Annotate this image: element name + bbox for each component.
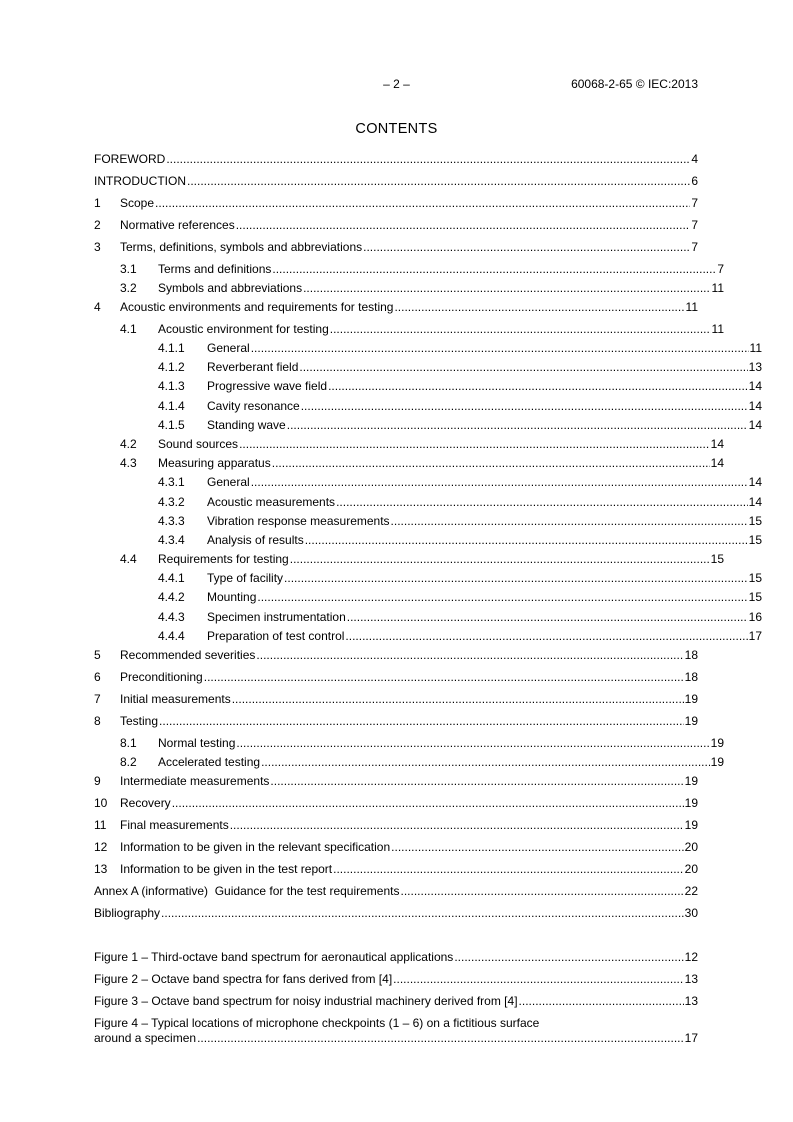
dot-leader (230, 818, 684, 833)
dot-leader (454, 950, 683, 965)
dot-leader (301, 399, 748, 414)
toc-number: 8 (94, 714, 101, 728)
toc-label: INTRODUCTION (94, 174, 186, 188)
toc-number: 4.3.3 (158, 514, 185, 528)
figure-page: 17 (684, 1031, 698, 1045)
dot-leader (391, 840, 683, 855)
toc-entry-6[interactable] (94, 670, 698, 685)
toc-page: 15 (748, 533, 762, 547)
dot-leader (328, 379, 748, 394)
toc-label: Cavity resonance (207, 399, 300, 413)
dot-leader (391, 514, 748, 529)
toc-entry-11[interactable] (94, 818, 698, 833)
toc-label: Standing wave (207, 418, 286, 432)
figure-page: 13 (684, 994, 698, 1008)
toc-entry-4-3-2[interactable] (94, 495, 762, 510)
toc-entry-4-1-3[interactable] (94, 379, 762, 394)
toc-entry-introduction[interactable] (94, 174, 698, 189)
toc-number: 4.1.5 (158, 418, 185, 432)
figure-entry-1[interactable] (94, 950, 698, 965)
toc-page: 14 (748, 399, 762, 413)
toc-label: Measuring apparatus (158, 456, 271, 470)
toc-entry-4-1[interactable] (94, 322, 724, 337)
toc-page: 7 (691, 218, 698, 232)
toc-page: 15 (748, 571, 762, 585)
toc-number: 4.1.1 (158, 341, 185, 355)
toc-entry-4-4-1[interactable] (94, 571, 762, 586)
toc-page: 6 (691, 174, 698, 188)
toc-number: 10 (94, 796, 108, 810)
figure-label: Figure 2 – Octave band spectra for fans derived from [4] (94, 972, 393, 986)
figure-label-line2: around a specimen (94, 1031, 197, 1045)
toc-entry-10[interactable] (94, 796, 698, 811)
toc-label: Preparation of test control (207, 629, 345, 643)
toc-page: 19 (684, 692, 698, 706)
toc-entry-4-1-1[interactable] (94, 341, 762, 356)
dot-leader (256, 648, 683, 663)
toc-number: 4.1.2 (158, 360, 185, 374)
toc-entry-9[interactable] (94, 774, 698, 789)
toc-number: 8.1 (120, 736, 137, 750)
dot-leader (257, 590, 747, 605)
toc-number: 1 (94, 196, 101, 210)
toc-page: 19 (710, 755, 724, 769)
toc-number: 4.3.4 (158, 533, 185, 547)
dot-leader (330, 322, 711, 337)
page-title: CONTENTS (355, 121, 438, 137)
toc-number: 12 (94, 840, 108, 854)
toc-label: Mounting (207, 590, 257, 604)
toc-page: 15 (748, 514, 762, 528)
toc-number: 6 (94, 670, 101, 684)
toc-number: 11 (94, 818, 107, 832)
toc-page: 7 (691, 196, 698, 210)
toc-entry-4-3-4[interactable] (94, 533, 762, 548)
figure-label: Figure 1 – Third-octave band spectrum for aeronautical applications (94, 950, 454, 964)
page-number: – 2 – (383, 77, 410, 91)
toc-number: 9 (94, 774, 101, 788)
toc-page: 14 (748, 418, 762, 432)
toc-entry-13[interactable] (94, 862, 698, 877)
toc-entry-bibliography[interactable] (94, 906, 698, 921)
toc-page: 14 (748, 379, 762, 393)
toc-label: FOREWORD (94, 152, 166, 166)
toc-page: 14 (710, 456, 724, 470)
toc-entry-4-2[interactable] (94, 437, 724, 452)
dot-leader (272, 456, 710, 471)
figure-page: 12 (684, 950, 698, 964)
toc-number: 4.2 (120, 437, 137, 451)
toc-entry-3-1[interactable] (94, 262, 724, 277)
toc-label: Reverberant field (207, 360, 299, 374)
toc-page: 18 (684, 670, 698, 684)
dot-leader (155, 196, 690, 211)
toc-page: 19 (710, 736, 724, 750)
toc-label: Progressive wave field (207, 379, 328, 393)
toc-page: 19 (684, 818, 698, 832)
toc-label: Information to be given in the test report (120, 862, 333, 876)
toc-number: 4.4.1 (158, 571, 185, 585)
toc-number: 4.1 (120, 322, 137, 336)
toc-entry-3[interactable] (94, 240, 698, 255)
dot-leader (336, 495, 748, 510)
toc-label: General (207, 341, 250, 355)
toc-entry-4-3-3[interactable] (94, 514, 762, 529)
toc-entry-4-3-1[interactable] (94, 475, 762, 490)
toc-number: 4.4 (120, 552, 137, 566)
figure-page: 13 (684, 972, 698, 986)
toc-entry-7[interactable] (94, 692, 698, 707)
toc-page: 17 (748, 629, 762, 643)
toc-entry-5[interactable] (94, 648, 698, 663)
toc-page: 14 (710, 437, 724, 451)
figure-label-line1: Figure 4 – Typical locations of microphone checkpoints (1 – 6) on a fictitious surface (94, 1016, 540, 1030)
toc-number: 4.3 (120, 456, 137, 470)
toc-entry-8[interactable] (94, 714, 698, 729)
dot-leader (299, 360, 747, 375)
toc-entry-foreword[interactable] (94, 152, 698, 167)
toc-number: 3.1 (120, 262, 137, 276)
toc-label: Final measurements (120, 818, 229, 832)
dot-leader (519, 994, 684, 1009)
toc-number: 4.4.3 (158, 610, 185, 624)
toc-label: Terms and definitions (158, 262, 272, 276)
toc-number: 4.4.2 (158, 590, 185, 604)
toc-label: Requirements for testing (158, 552, 289, 566)
toc-entry-annex-a[interactable] (94, 884, 698, 899)
toc-entry-4-4-4[interactable] (94, 629, 762, 644)
toc-label: Intermediate measurements (120, 774, 270, 788)
dot-leader (347, 610, 748, 625)
toc-label: Analysis of results (207, 533, 304, 547)
dot-leader (270, 774, 683, 789)
toc-page: 15 (710, 552, 724, 566)
toc-label: Normal testing (158, 736, 236, 750)
figure-entry-3[interactable] (94, 994, 698, 1009)
toc-page: 11 (711, 281, 724, 295)
dot-leader (232, 692, 684, 707)
toc-number: 4.4.4 (158, 629, 185, 643)
toc-number: 4.3.1 (158, 475, 185, 489)
toc-label: Vibration response measurements (207, 514, 390, 528)
dot-leader (239, 437, 710, 452)
toc-entry-4-1-4[interactable] (94, 399, 762, 414)
dot-leader (284, 571, 748, 586)
toc-page: 14 (748, 475, 762, 489)
toc-label: Recommended severities (120, 648, 256, 662)
toc-label: Accelerated testing (158, 755, 261, 769)
toc-number: 3.2 (120, 281, 137, 295)
toc-page: 13 (748, 360, 762, 374)
toc-entry-3-2[interactable] (94, 281, 724, 296)
dot-leader (251, 475, 748, 490)
toc-page: 14 (748, 495, 762, 509)
toc-number: 4.3.2 (158, 495, 185, 509)
toc-page: 19 (684, 774, 698, 788)
dot-leader (394, 300, 684, 315)
figure-label: Figure 3 – Octave band spectrum for noisy industrial machinery derived from [4] (94, 994, 518, 1008)
figure-entry-4[interactable] (94, 1016, 698, 1046)
dot-leader (172, 796, 684, 811)
dot-leader (236, 218, 691, 233)
document-id: 60068-2-65 © IEC:2013 (571, 77, 698, 91)
toc-entry-8-1[interactable] (94, 736, 724, 751)
dot-leader (187, 174, 690, 189)
toc-number: 4.1.4 (158, 399, 185, 413)
toc-label: Testing (120, 714, 159, 728)
toc-entry-4-1-2[interactable] (94, 360, 762, 375)
toc-label: Normative references (120, 218, 235, 232)
toc-number: 3 (94, 240, 101, 254)
toc-number: 8.2 (120, 755, 137, 769)
toc-page: 15 (748, 590, 762, 604)
toc-entry-4-4[interactable] (94, 552, 724, 567)
toc-page: 20 (684, 840, 698, 854)
toc-label: Recovery (120, 796, 171, 810)
toc-entry-2[interactable] (94, 218, 698, 233)
dot-leader (204, 670, 684, 685)
toc-label: Specimen instrumentation (207, 610, 346, 624)
toc-label: Acoustic measurements (207, 495, 336, 509)
dot-leader (251, 341, 749, 356)
toc-page: 4 (691, 152, 698, 166)
dot-leader (166, 152, 690, 167)
dot-leader (236, 736, 709, 751)
toc-page: 7 (717, 262, 724, 276)
toc-number: 2 (94, 218, 101, 232)
toc-entry-4-1-5[interactable] (94, 418, 762, 433)
toc-page: 11 (685, 300, 698, 314)
dot-leader (333, 862, 684, 877)
toc-label: Sound sources (158, 437, 239, 451)
toc-entry-12[interactable] (94, 840, 698, 855)
toc-page: 30 (684, 906, 698, 920)
toc-page: 20 (684, 862, 698, 876)
dot-leader (287, 418, 748, 433)
dot-leader (261, 755, 710, 770)
dot-leader (363, 240, 690, 255)
toc-entry-8-2[interactable] (94, 755, 724, 770)
toc-label: General (207, 475, 250, 489)
dot-leader (393, 972, 683, 987)
toc-page: 11 (711, 322, 724, 336)
toc-entry-4-3[interactable] (94, 456, 724, 471)
toc-number: 4 (94, 300, 101, 314)
toc-label: Type of facility (207, 571, 284, 585)
dot-leader (400, 884, 683, 899)
toc-number: 5 (94, 648, 101, 662)
toc-label: Annex A (informative) Guidance for the test requirements (94, 884, 400, 898)
toc-entry-4[interactable] (94, 300, 698, 315)
toc-number: 4.1.3 (158, 379, 185, 393)
dot-leader (345, 629, 747, 644)
toc-label: Preconditioning (120, 670, 203, 684)
toc-page: 11 (749, 341, 762, 355)
dot-leader (290, 552, 710, 567)
toc-number: 7 (94, 692, 101, 706)
dot-leader (159, 714, 684, 729)
toc-page: 7 (691, 240, 698, 254)
toc-label: Acoustic environment for testing (158, 322, 329, 336)
toc-page: 16 (748, 610, 762, 624)
dot-leader (305, 533, 748, 548)
toc-label: Initial measurements (120, 692, 231, 706)
toc-label: Terms, definitions, symbols and abbreviations (120, 240, 363, 254)
toc-entry-1[interactable] (94, 196, 698, 211)
toc-entry-4-4-2[interactable] (94, 590, 762, 605)
toc-number: 13 (94, 862, 108, 876)
toc-label: Acoustic environments and requirements for testing (120, 300, 394, 314)
dot-leader (303, 281, 710, 296)
toc-page: 22 (684, 884, 698, 898)
toc-page: 18 (684, 648, 698, 662)
figure-entry-2[interactable] (94, 972, 698, 987)
toc-label: Bibliography (94, 906, 161, 920)
toc-entry-4-4-3[interactable] (94, 610, 762, 625)
toc-label: Symbols and abbreviations (158, 281, 303, 295)
toc-label: Scope (120, 196, 155, 210)
dot-leader (197, 1031, 684, 1046)
toc-page: 19 (684, 714, 698, 728)
dot-leader (272, 262, 716, 277)
toc-page: 19 (684, 796, 698, 810)
toc-label: Information to be given in the relevant specification (120, 840, 391, 854)
dot-leader (161, 906, 684, 921)
